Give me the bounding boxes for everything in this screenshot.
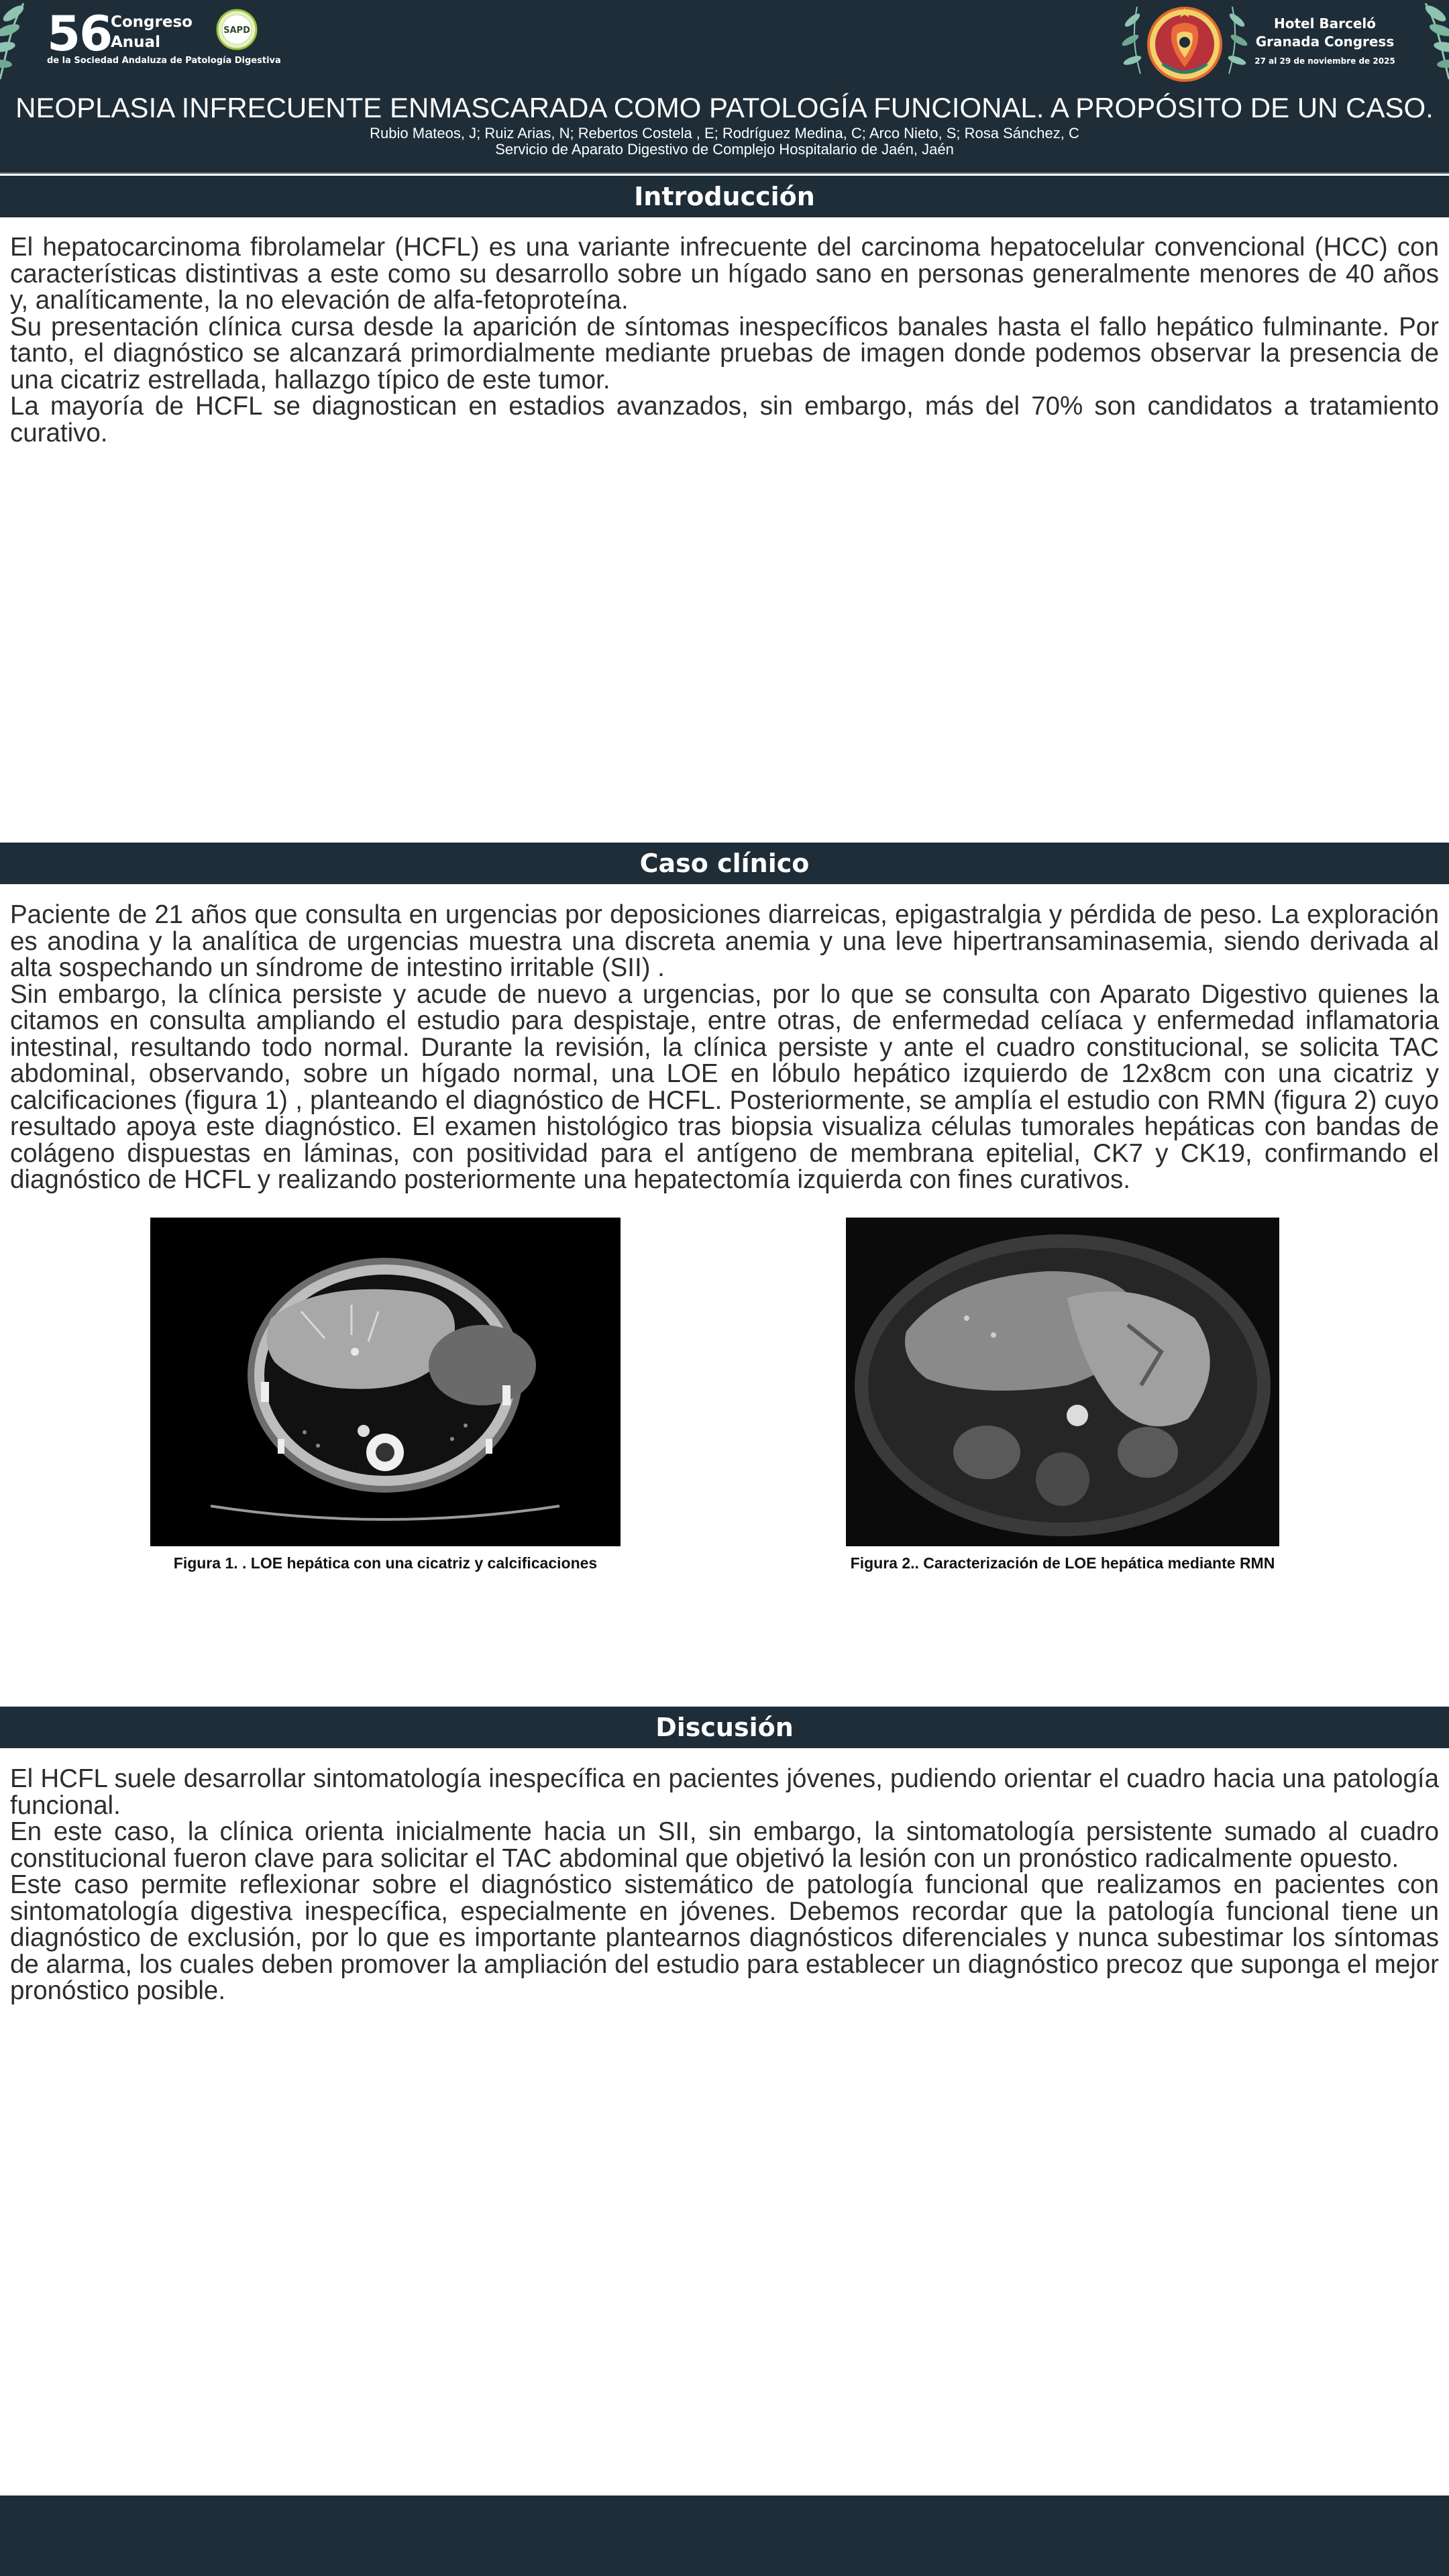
case-paragraph: Paciente de 21 años que consulta en urgencias por deposiciones diarreicas, epigastralgia y pérdida de peso. La exploración es anodina y la analítica de urgencias muestra una discreta anemia y una leve hipertransaminasemia, siendo derivada al alta sospechando un síndrome de intestino irritable (SII) . xyxy=(10,900,1439,982)
congress-number: 56 xyxy=(47,5,112,62)
figure-1-caption: Figura 1. . LOE hepática con una cicatriz y calcificaciones xyxy=(173,1554,598,1572)
discussion-paragraph: Este caso permite reflexionar sobre el diagnóstico sistemático de patología funcional que realizamos en pacientes con sintomatología digestiva inespecífica, especialmente en jóvenes. Debemos recordar que la patología funcional tiene un diagnóstico de exclusión, por lo que es importante plantearnos diagnósticos diferenciales y nunca subestimar los síntomas de alarma, los cuales deben promover la ampliación del estudio para establecer un diagnóstico precoz que suponga el mejor pronóstico posible. xyxy=(10,1870,1439,2005)
header-divider xyxy=(0,172,1449,174)
leaf-decoration-left-icon xyxy=(0,0,34,80)
poster-footer xyxy=(0,2496,1449,2576)
authors-line: Rubio Mateos, J; Ruiz Arias, N; Rebertos Costela , E; Rodríguez Medina, C; Arco Nieto, S; Rosa Sánchez, C xyxy=(370,125,1079,142)
sapd-logo xyxy=(216,9,258,50)
leaf-decoration-right-icon xyxy=(1415,0,1449,80)
figure-1 xyxy=(150,1218,621,1573)
ct-scan-image xyxy=(150,1218,621,1546)
intro-text xyxy=(10,234,1439,446)
section-heading-discusion: Discusión xyxy=(0,1707,1449,1748)
sapd-logo-text: SAPD xyxy=(223,25,250,36)
poster-title: NEOPLASIA INFRECUENTE ENMASCARADA COMO PATOLOGÍA FUNCIONAL. A PROPÓSITO DE UN CASO. xyxy=(15,92,1434,123)
figure-2 xyxy=(846,1218,1279,1573)
venue-line-1: Hotel Barceló xyxy=(1273,15,1377,32)
figure-2-caption: Figura 2.. Caracterización de LOE hepática mediante RMN xyxy=(850,1554,1275,1572)
congress-dates: 27 al 29 de noviembre de 2025 xyxy=(1254,56,1395,66)
section-heading-caso-clinico: Caso clínico xyxy=(0,843,1449,884)
congress-word-2: Anual xyxy=(111,34,160,51)
affiliation-line: Servicio de Aparato Digestivo de Complejo Hospitalario de Jaén, Jaén xyxy=(495,141,954,158)
intro-paragraph: La mayoría de HCFL se diagnostican en estadios avanzados, sin embargo, más del 70% son candidatos a tratamiento curativo. xyxy=(10,392,1439,447)
granada-emblem-logo xyxy=(1142,0,1227,85)
section-heading-introduccion: Introducción xyxy=(0,176,1449,217)
discussion-paragraph: El HCFL suele desarrollar sintomatología inespecífica en pacientes jóvenes, pudiendo orientar el cuadro hacia una patología funcional. xyxy=(10,1764,1439,1820)
venue-line-2: Granada Congress xyxy=(1255,34,1395,50)
congress-word-1: Congreso xyxy=(111,13,193,31)
discussion-paragraph: En este caso, la clínica orienta inicialmente hacia un SII, sin embargo, la sintomatología persistente sumado al cuadro constitucional fueron clave para solicitar el TAC abdominal que objetivó la lesión con un pronóstico radicalmente opuesto. xyxy=(10,1817,1439,1873)
case-text xyxy=(10,902,1439,1193)
mri-scan-image xyxy=(846,1218,1279,1546)
intro-paragraph: Su presentación clínica cursa desde la aparición de síntomas inespecíficos banales hasta el fallo hepático fulminante. Por tanto, el diagnóstico se alcanzará primordialmente mediante pruebas de imagen donde podemos observar la presencia de una cicatriz estrellada, hallazgo típico de este tumor. xyxy=(10,312,1439,394)
congress-subtitle: de la Sociedad Andaluza de Patología Digestiva xyxy=(47,56,281,66)
poster-header xyxy=(0,0,1449,172)
intro-paragraph: El hepatocarcinoma fibrolamelar (HCFL) es una variante infrecuente del carcinoma hepatocelular convencional (HCC) con características distintivas a este como su desarrollo sobre un hígado sano en personas generalmente menores de 40 años y, analíticamente, la no elevación de alfa-fetoproteína. xyxy=(10,233,1439,315)
case-paragraph: Sin embargo, la clínica persiste y acude de nuevo a urgencias, por lo que se consulta con Aparato Digestivo quienes la citamos en consulta ampliando el estudio para despistaje, entre otras, de enfermedad celíaca y enfermedad inflamatoria intestinal, resultando todo normal. Durante la revisión, la clínica persiste y ante el cuadro constitucional, se solicita TAC abdominal, observando, sobre un hígado normal, una LOE en lóbulo hepático izquierdo de 12x8cm con una cicatriz y calcificaciones (figura 1) , planteando el diagnóstico de HCFL. Posteriormente, se amplía el estudio con RMN (figura 2) cuyo resultado apoya este diagnóstico. El examen histológico tras biopsia visualiza células tumorales hepáticas con bandas de colágeno dispuestas en láminas, con positividad para el antígeno de membrana epitelial, CK7 y CK19, confirmando el diagnóstico de HCFL y realizando posteriormente una hepatectomía izquierda con fines curativos. xyxy=(10,979,1439,1194)
venue-info xyxy=(1244,15,1405,66)
discussion-text xyxy=(10,1766,1439,2004)
